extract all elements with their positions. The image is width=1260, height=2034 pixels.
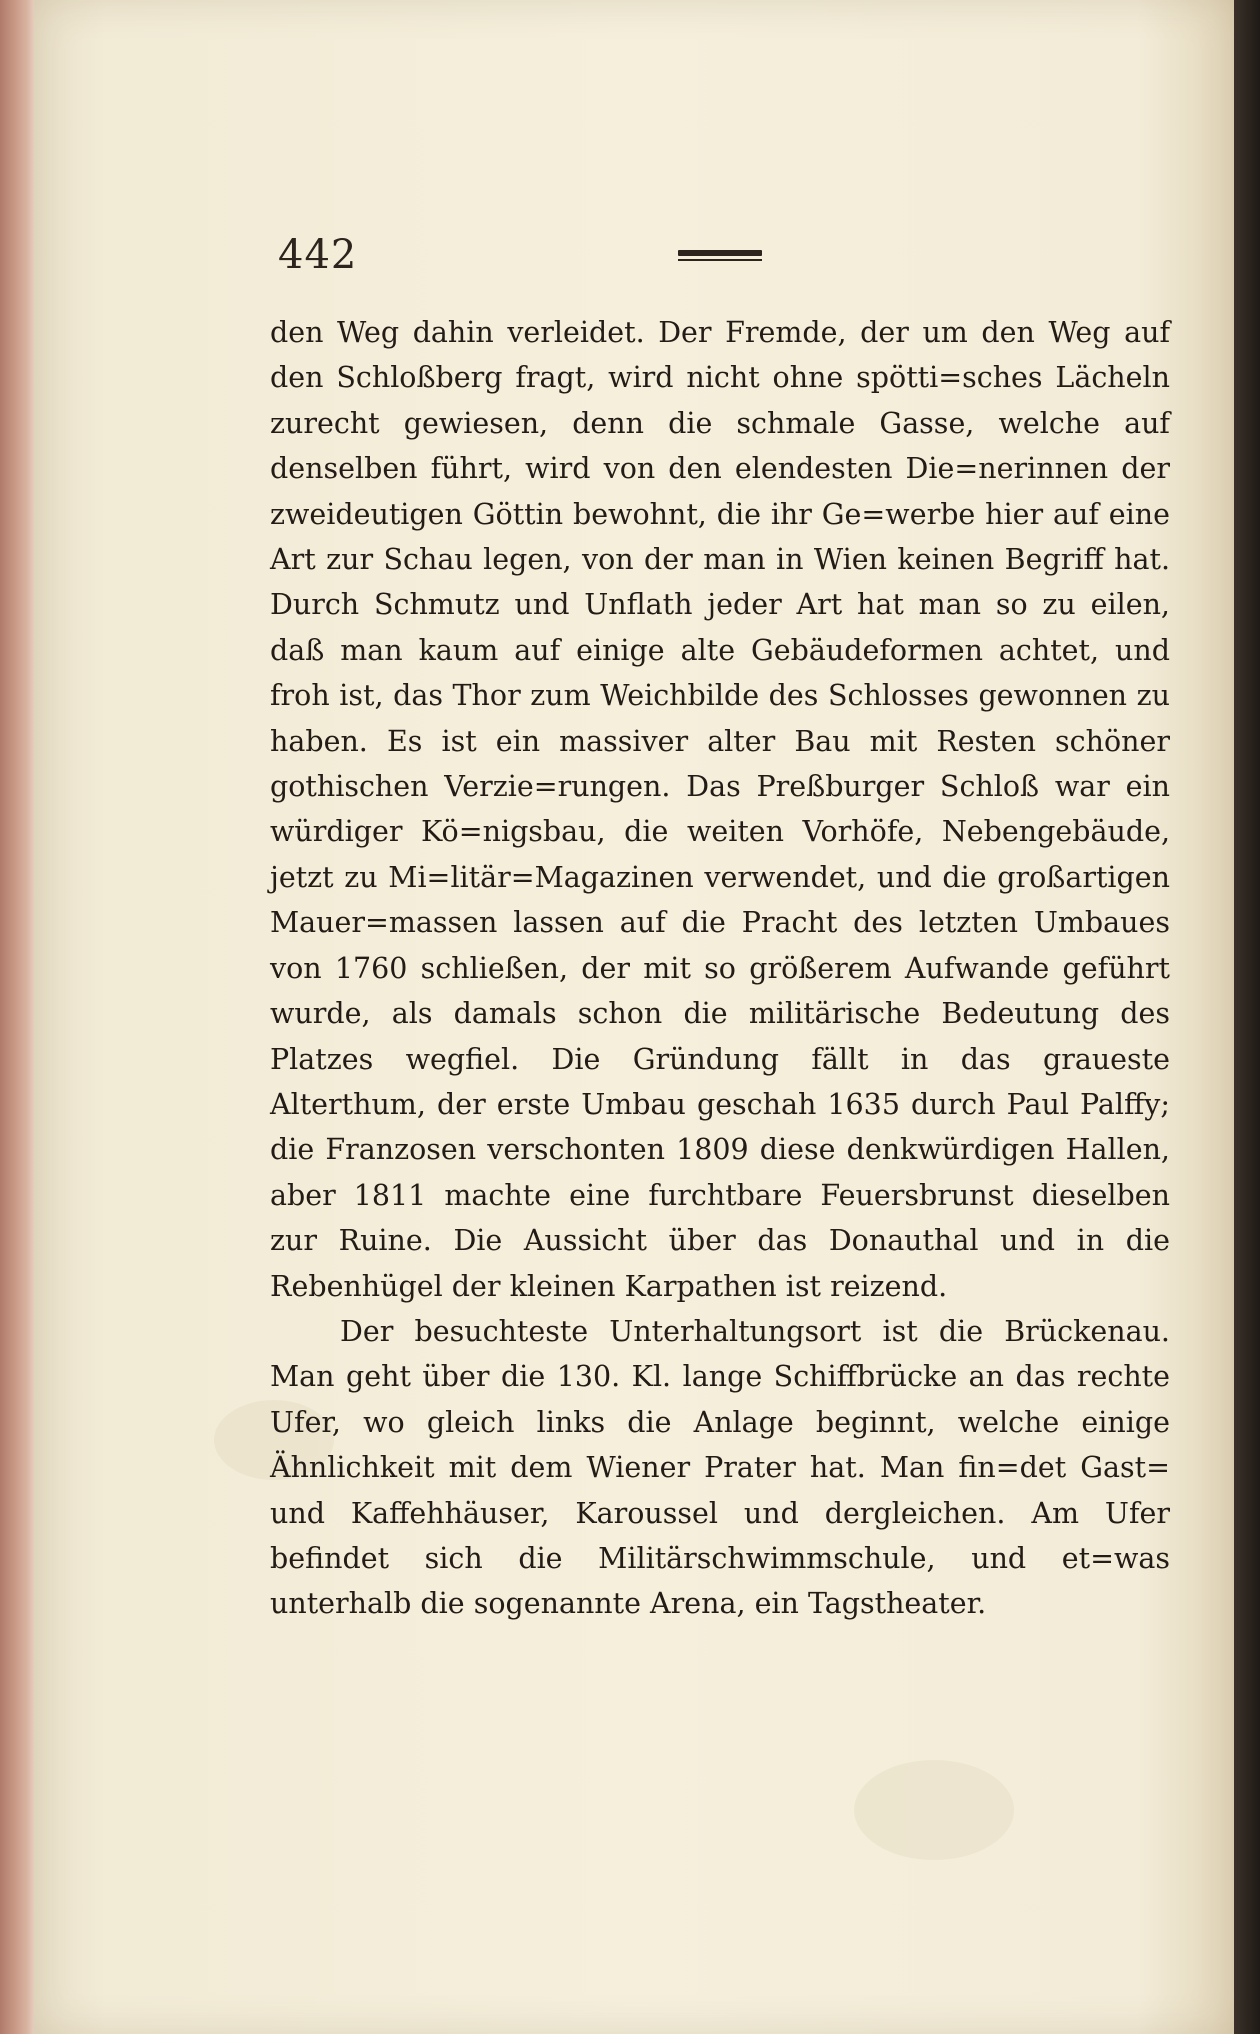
body-text (270, 310, 1170, 1627)
paragraph: den Weg dahin verleidet. Der Fremde, der um den Weg auf den Schloßberg fragt, wird nicht ohne spötti=sches Lächeln zurecht gewiesen, denn die schmale Gasse, welche auf denselben führt, wird von den elendesten Die=nerinnen der zweideutigen Göttin bewohnt, die ihr Ge=werbe hier auf eine Art zur Schau legen, von der man in Wien keinen Begriff hat. Durch Schmutz und Unflath jeder Art hat man so zu eilen, daß man kaum auf einige alte Gebäudeformen achtet, und froh ist, das Thor zum Weichbilde des Schlosses gewonnen zu haben. Es ist ein massiver alter Bau mit Resten schöner gothischen Verzie=rungen. Das Preßburger Schloß war ein würdiger Kö=nigsbau, die weiten Vorhöfe, Nebengebäude, jetzt zu Mi=litär=Magazinen verwendet, und die großartigen Mauer=massen lassen auf die Pracht des letzten Umbaues von 1760 schließen, der mit so größerem Aufwande geführt wurde, als damals schon die militärische Bedeutung des Platzes wegfiel. Die Gründung fällt in das graueste Alterthum, der erste Umbau geschah 1635 durch Paul Palffy; die Franzosen verschonten 1809 diese denkwürdigen Hallen, aber 1811 machte eine furchtbare Feuersbrunst dieselben zur Ruine. Die Aussicht über das Donauthal und in die Rebenhügel der kleinen Karpathen ist reizend. (270, 316, 1170, 1303)
paragraph: Der besuchteste Unterhaltungsort ist die Brückenau. Man geht über die 130. Kl. lange Schiffbrücke an das rechte Ufer, wo gleich links die Anlage beginnt, welche einige Ähnlichkeit mit dem Wiener Prater hat. Man fin=det Gast= und Kaffehhäuser, Karoussel und dergleichen. Am Ufer befindet sich die Militärschwimmschule, und et=was unterhalb die sogenannte Arena, ein Tagstheater. (270, 1314, 1170, 1621)
page-shadow-edge (1234, 0, 1260, 2034)
page-number: 442 (278, 232, 358, 278)
paper-stain (854, 1760, 1014, 1860)
page-header (278, 232, 1158, 292)
header-rule-ornament (678, 250, 762, 260)
book-spine-edge (0, 0, 34, 2034)
